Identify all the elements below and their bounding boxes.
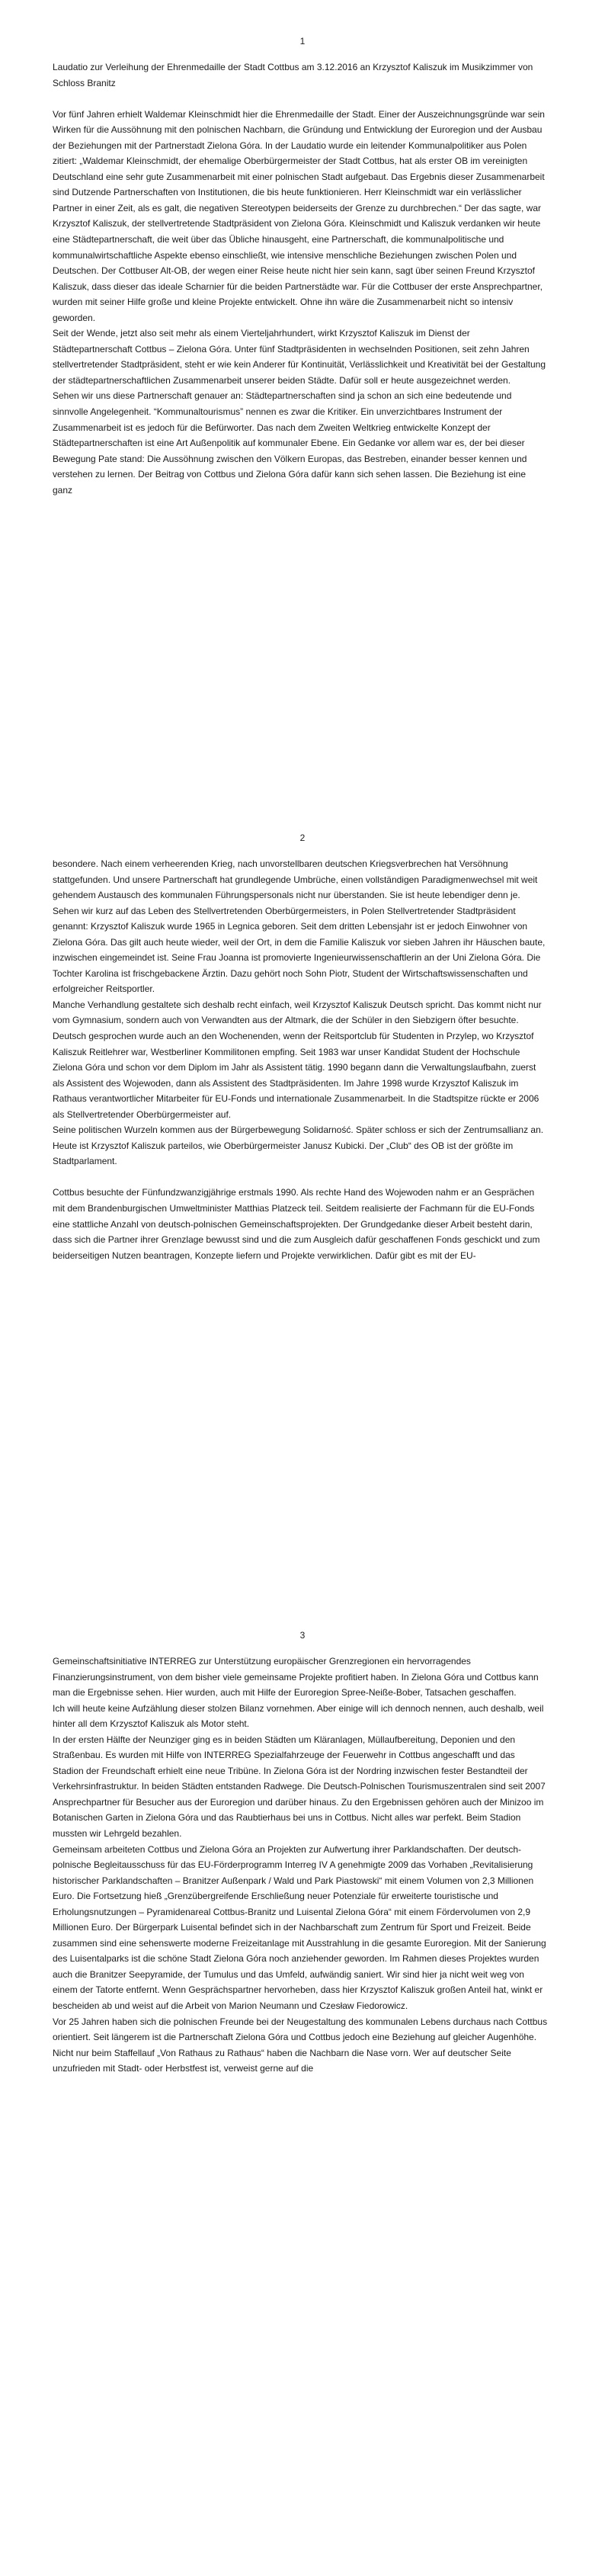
paragraph: Vor 25 Jahren haben sich die polnischen Freunde bei der Neugestaltung des kommunalen Lebens durchaus nach Cottbus orientiert. Seit längerem ist die Partnerschaft Zielona Góra und Cottbus jedoch eine Beziehung auf gleicher Augenhöhe. Nicht nur beim Staffellauf „Von Rathaus zu Rathaus“ haben die Nachbarn die Nase vorn. Wer auf deutscher Seite unzufrieden mit Stadt- oder Herbstfest ist, verweist gerne auf die <box>53 2016 548 2074</box>
page-body <box>53 856 548 1263</box>
paragraph: Sehen wir uns diese Partnerschaft genauer an: Städtepartnerschaften sind ja schon an sich eine bedeutende und sinnvolle Angelegenheit. “Kommunaltourismus” nennen es zwar die Kritiker. Ein unverzichtbares Instrument der Zusammenarbeit ist es jedoch für die Befürworter. Das nach dem Zweiten Weltkrieg entwickelte Konzept der Städtepartnerschaften ist eine Art Außenpolitik auf kommunaler Ebene. Ein Gedanke vor allem war es, der bei dieser Bewegung Pate stand: Die Aussöhnung zwischen den Völkern Europas, das Bestreben, einander besser kennen und verstehen zu lernen. Der Beitrag von Cottbus und Zielona Góra dafür kann sich sehen lassen. Die Beziehung ist eine ganz <box>53 390 527 496</box>
paragraph: In der ersten Hälfte der Neunziger ging es in beiden Städten um Kläranlagen, Müllaufbereitung, Deponien und den Straßenbau. Es wurden mit Hilfe von INTERREG Spezialfahrzeuge der Feuerwehr in Cottbus angeschafft und das Stadion der Freundschaft erhielt eine neue Tribüne. In Zielona Góra ist der Nordring inzwischen fester Bestandteil der Verkehrsinfrastruktur. In beiden Städten entstanden Radwege. Die Deutsch-Polnischen Tourismuszentralen sind seit 2007 Ansprechpartner für Besucher aus der Euroregion und darüber hinaus. Zu den Ergebnissen gehören auch der Minizoo im Botanischen Garten in Zielona Góra und das Raubtierhaus bei uns in Cottbus. Nicht alles war perfekt. Beim Stadion mussten wir Lehrgeld bezahlen. <box>53 1734 546 1840</box>
page-body <box>53 1654 548 2077</box>
page-number: 3 <box>299 1630 306 1641</box>
paragraph: Gemeinschaftsinitiative INTERREG zur Unterstützung europäischer Grenzregionen ein hervorragendes Finanzierungsinstrument, von dem bisher viele gemeinsame Projekte profitiert haben. In Zielona Góra und Cottbus kann man die Ergebnisse sehen. Hier wurden, auch mit Hilfe der Euroregion Spree-Neiße-Bober, Tatsachen geschaffen. <box>53 1656 539 1699</box>
page-body <box>53 59 548 498</box>
paragraph: Gemeinsam arbeiteten Cottbus und Zielona Góra an Projekten zur Aufwertung ihrer Parklandschaften. Der deutsch-polnische Begleitausschuss für das EU-Förderprogramm Interreg IV A genehmigte 2009 das Vorhaben „Revitalisierung historischer Parklandschaften – Branitzer Außenpark / Wald und Park Piastowski“ mit einem Volumen von 2,3 Millionen Euro. Die Fortsetzung hieß „Grenzübergreifende Erschließung neuer Potenziale für erweiterte touristische und Erholungsnutzungen – Pyramidenareal Cottbus-Branitz und Luisental Zielona Góra“ mit einem Fördervolumen von 2,9 Millionen Euro. Der Bürgerpark Luisental befindet sich in der Nachbarschaft zum Zentrum für Sport und Freizeit. Beide zusammen sind eine sehenswerte moderne Freizeitanlage mit Ausstrahlung in die gesamte Euroregion. Mit der Sanierung des Luisentalparks ist die schöne Stadt Zielona Góra noch anziehender geworden. Im Rahmen dieses Projektes wurden auch die Branitzer Seepyramide, der Tumulus und das Umfeld, aufwändig saniert. Wir sind hier ja nicht weit weg von einem der Tatorte entfernt. Wenn Gesprächspartner hervorheben, dass hier Krzysztof Kaliszuk großen Anteil hat, winkt er bescheiden ab und weist auf die Arbeit von Marion Neumann und Czesław Fiedorowicz. <box>53 1843 546 2012</box>
page-number: 1 <box>299 36 306 47</box>
paragraph: Ich will heute keine Aufzählung dieser stolzen Bilanz vornehmen. Aber einige will ich dennoch nennen, auch deshalb, weil hinter all dem Krzysztof Kaliszuk als Motor steht. <box>53 1702 544 1730</box>
paragraph: besondere. Nach einem verheerenden Krieg, nach unvorstellbaren deutschen Kriegsverbrechen hat Versöhnung stattgefunden. Und unsere Partnerschaft hat grundlegende Umbrüche, einen vollständigen Paradigmenwechsel mit weit gehendem Austausch des kommunalen Führungspersonals nicht nur überstanden. Sie ist heute lebendiger denn je. <box>53 858 538 901</box>
paragraph: Seit der Wende, jetzt also seit mehr als einem Vierteljahrhundert, wirkt Krzysztof Kaliszuk im Dienst der Städtepartnerschaft Cottbus – Zielona Góra. Unter fünf Stadtpräsidenten in wechselnden Positionen, seit zehn Jahren stellvertretender Stadtpräsident, steht er wie kein Anderer für Kontinuität, Verlässlichkeit und Kreativität bei der Gestaltung der städtepartnerschaftlichen Zusammenarbeit unserer beiden Städte. Dafür soll er heute ausgezeichnet werden. <box>53 328 546 386</box>
paragraph: Manche Verhandlung gestaltete sich deshalb recht einfach, weil Krzysztof Kaliszuk Deutsch spricht. Das kommt nicht nur vom Gymnasium, sondern auch von Verwandten aus der Altmark, die der Schüler in den Siebzigern öfter besuchte. Deutsch gesprochen wurde auch an den Wochenenden, wenn der Reitsportclub für Studenten in Przylep, wo Krzysztof Kaliszuk Reitlehrer war, Westberliner Kommilitonen empfing. Seit 1983 war unser Kandidat Student der Hochschule Zielona Góra und schon vor dem Diplom im Jahr als Assistent tätig. 1990 begann dann die Verwaltungslaufbahn, zuerst als Assistent des Wojewoden, dann als Assistent des Stadtpräsidenten. Im Jahre 1998 wurde Krzysztof Kaliszuk im Rathaus verantwortlicher Mitarbeiter für EU-Fonds und internationale Zusammenarbeit. In die Stadtspitze rückte er 2006 als Stellvertretender Oberbürgermeister auf. <box>53 999 542 1120</box>
paragraph-gap <box>53 91 548 107</box>
page-number: 2 <box>299 832 306 843</box>
paragraph-gap <box>53 1169 548 1185</box>
paragraph: Sehen wir kurz auf das Leben des Stellvertretenden Oberbürgermeisters, in Polen Stellvertretender Stadtpräsident genannt: Krzysztof Kaliszuk wurde 1965 in Legnica geboren. Seit dem dritten Lebensjahr ist er jedoch Einwohner von Zielona Góra. Das gilt auch heute wieder, weil der Ort, in dem die Familie Kaliszuk vor sieben Jahren ihr Häuschen baute, inzwischen eingemeindet ist. Seine Frau Joanna ist promovierte Ingenieurwissenschaftlerin an der Uni Zielona Góra. Die Tochter Karolina ist frischgebackene Ärztin. Dazu gehört noch Sohn Piotr, Student der Wirtschaftswissenschaften und erfolgreicher Reitsportler. <box>53 905 546 995</box>
paragraph: Vor fünf Jahren erhielt Waldemar Kleinschmidt hier die Ehrenmedaille der Stadt. Einer der Auszeichnungsgründe war sein Wirken für die Aussöhnung mit den polnischen Nachbarn, die Gründung und Entwicklung der Euroregion und der Ausbau der Beziehungen mit der Partnerstadt Zielona Góra. In der Laudatio wurde ein leitender Kommunalpolitiker aus Polen zitiert: „Waldemar Kleinschmidt, der ehemalige Oberbürgermeister der Stadt Cottbus, hat als erster OB im vereinigten Deutschland eine sehr gute Zusammenarbeit mit einer polnischen Stadt aufgebaut. Das Ergebnis dieser Zusammenarbeit sind Dutzende Partnerschaften von Institutionen, die bis heute funktionieren. Herr Kleinschmidt war ein verlässlicher Partner in einer Zeit, als es galt, die negativen Stereotypen beiderseits der Grenze zu durchbrechen.“ Der das sagte, war Krzysztof Kaliszuk, der stellvertretende Stadtpräsident von Zielona Góra. Kleinschmidt und Kaliszuk verdanken wir heute eine Städtepartnerschaft, die weit über das Übliche hinausgeht, eine Partnerschaft, die kommunalpolitische und kommunalwirtschaftliche Aspekte ebenso einschließt, wie intensive menschliche Beziehungen zwischen Polen und Deutschen. Der Cottbuser Alt-OB, der wegen einer Reise heute nicht hier sein kann, sagt über seinen Freund Krzysztof Kaliszuk, dass dieser das ideale Scharnier für die beiden Partnerstädte war. Für die Cottbuser der erste Ansprechpartner, wurden mit seiner Hilfe große und kleine Projekte entwickelt. Ohne ihn wäre die Zusammenarbeit nicht so intensiv geworden. <box>53 108 545 323</box>
paragraph: Cottbus besuchte der Fünfundzwanzigjährige erstmals 1990. Als rechte Hand des Wojewoden nahm er an Gesprächen mit dem Brandenburgischen Umweltminister Matthias Platzeck teil. Seitdem realisierte der Fachmann für die EU-Fonds eine stattliche Anzahl von deutsch-polnischen Gemeinschaftsprojekten. Der Grundgedanke dieser Arbeit besteht darin, dass sich die Partner ihrer Grenzlage bewusst sind und die zum Ausgleich dafür geschaffenen Fonds geschickt und zum beiderseitigen Nutzen beantragen, Konzepte liefern und Projekte verwirklichen. Dafür gibt es mit der EU- <box>53 1187 540 1261</box>
document-title: Laudatio zur Verleihung der Ehrenmedaille der Stadt Cottbus am 3.12.2016 an Krzysztof Kaliszuk im Musikzimmer von Schloss Branitz <box>53 62 533 88</box>
paragraph: Seine politischen Wurzeln kommen aus der Bürgerbewegung Solidarność. Später schloss er sich der Zentrumsallianz an. Heute ist Krzysztof Kaliszuk parteilos, wie Oberbürgermeister Janusz Kubicki. Der „Club“ des OB ist der größte im Stadtparlament. <box>53 1124 544 1167</box>
